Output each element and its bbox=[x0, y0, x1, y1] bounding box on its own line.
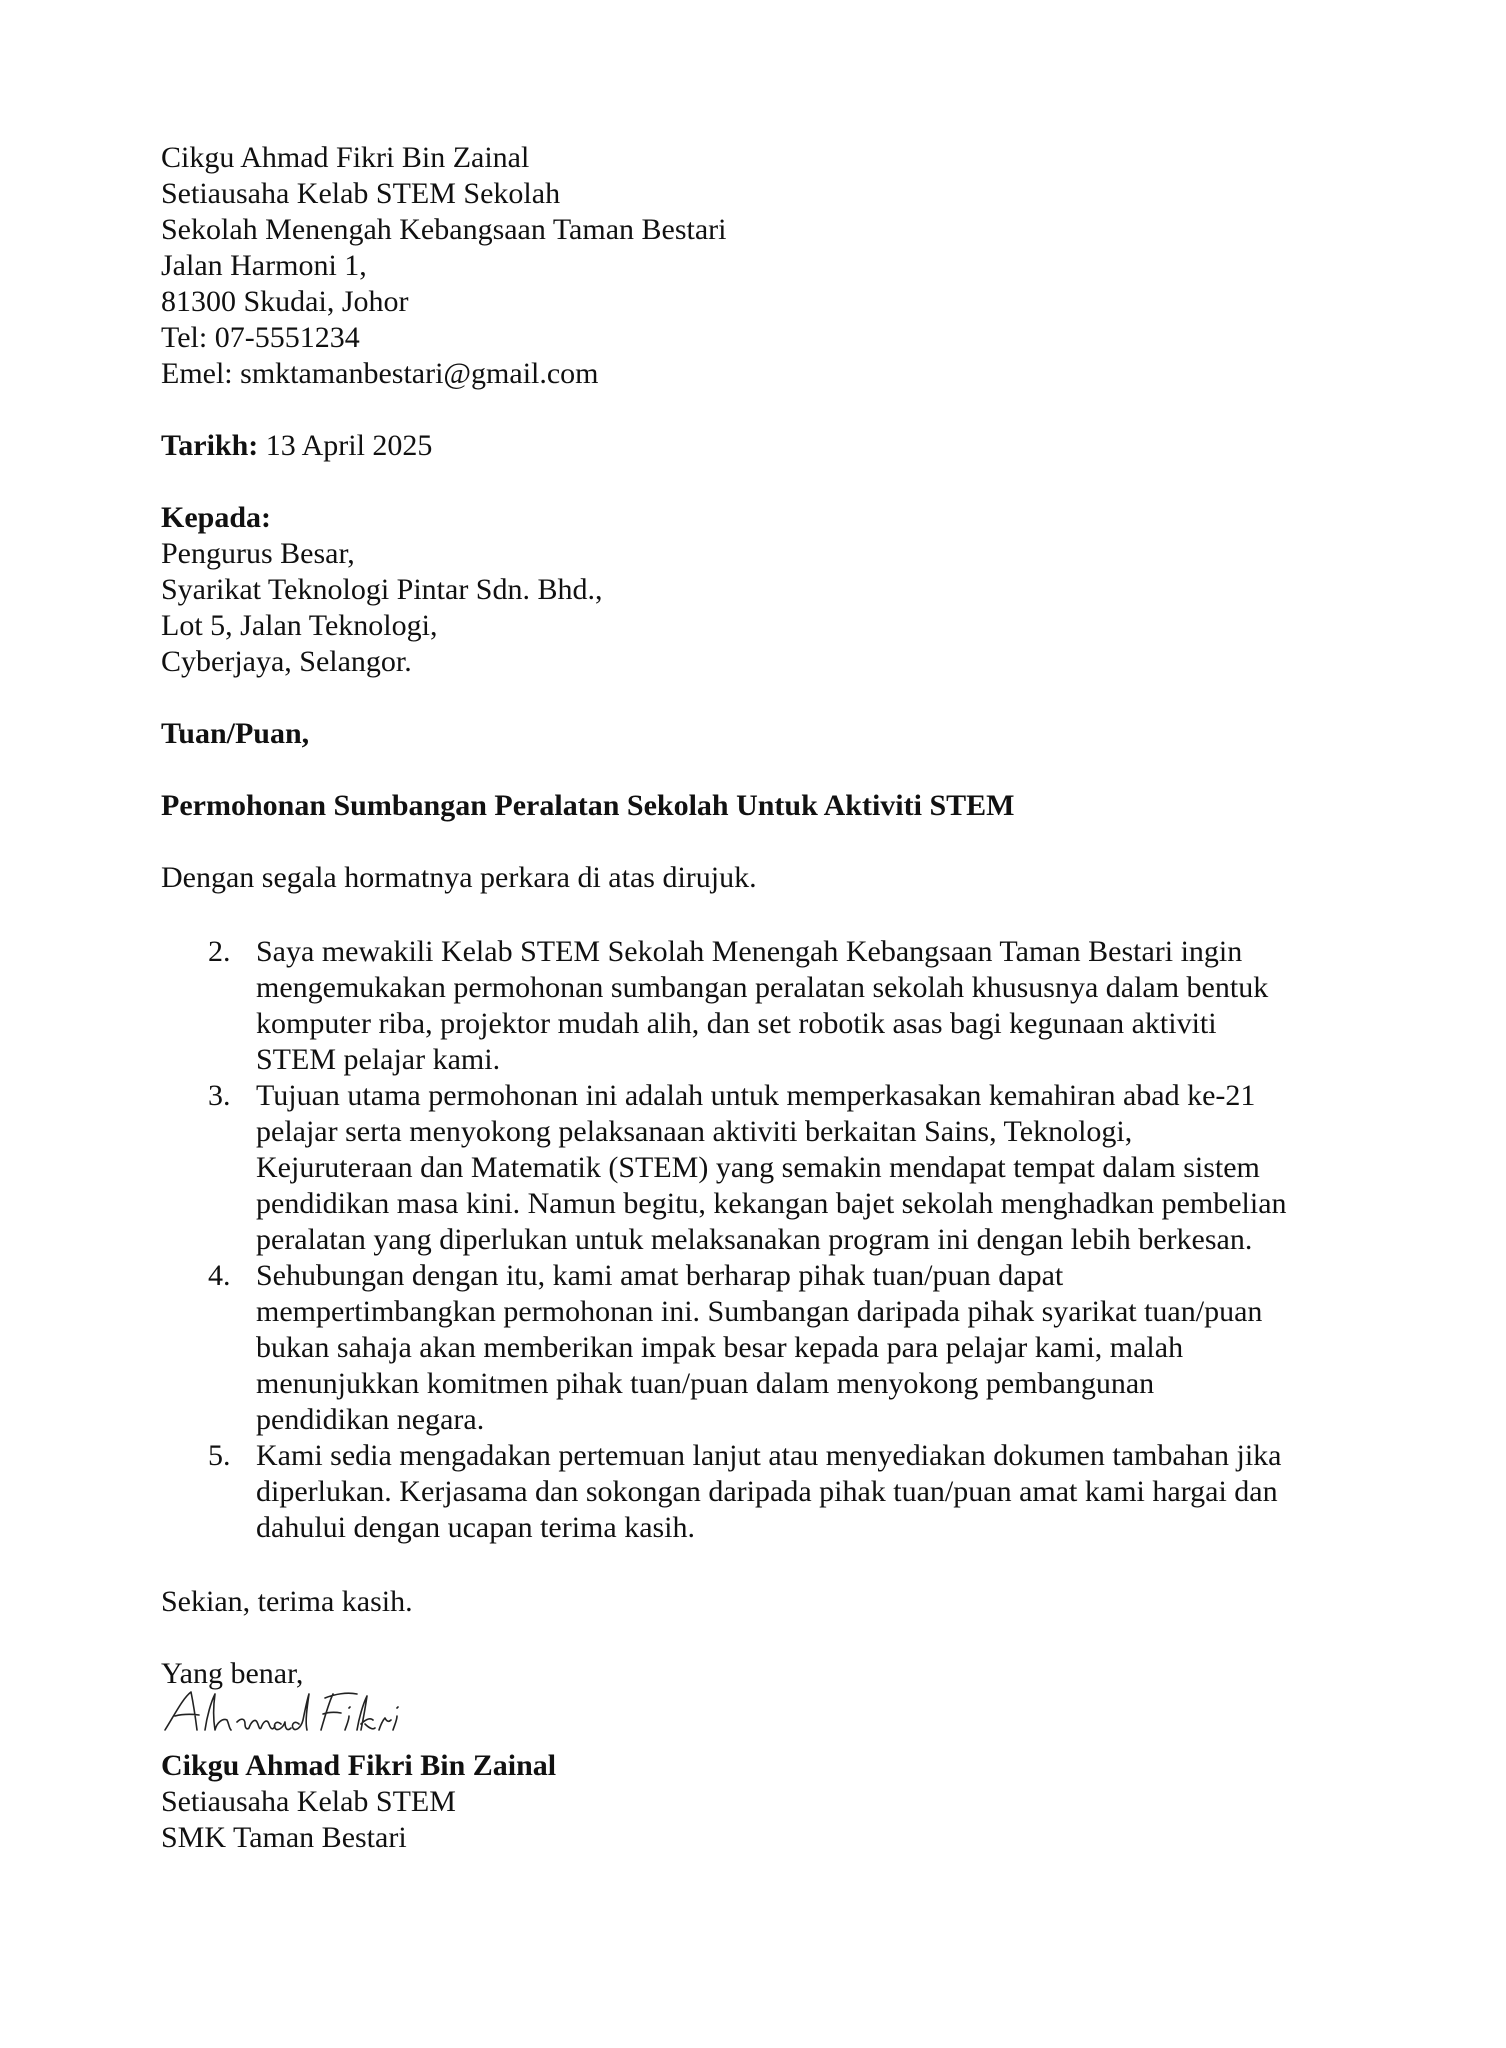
numbered-paragraphs bbox=[161, 934, 1361, 1546]
paragraph-text: Sehubungan dengan itu, kami amat berharap pihak tuan/puan dapat mempertimbangkan permohonan ini. Sumbangan daripada pihak syarikat tuan/puan bukan sahaja akan memberikan impak besar kepada para pelajar kami, malah menunjukkan komitmen pihak tuan/puan dalam menyokong pembangunan pendidikan negara. bbox=[256, 1259, 1263, 1436]
sender-address bbox=[161, 140, 1361, 392]
sender-line: Jalan Harmoni 1, bbox=[161, 249, 367, 282]
paragraph-text: Kami sedia mengadakan pertemuan lanjut atau menyediakan dokumen tambahan jika diperlukan. Kerjasama dan sokongan daripada pihak tuan/puan amat kami hargai dan dahului dengan ucapan terima kasih. bbox=[256, 1439, 1282, 1544]
letter-date bbox=[161, 428, 1361, 464]
salutation: Tuan/Puan, bbox=[161, 717, 310, 750]
sender-line: Cikgu Ahmad Fikri Bin Zainal bbox=[161, 141, 530, 174]
recipient-address bbox=[161, 500, 1361, 680]
date-value: 13 April 2025 bbox=[265, 429, 433, 462]
paragraph-number: 2. bbox=[208, 935, 231, 968]
opening-line: Dengan segala hormatnya perkara di atas dirujuk. bbox=[161, 861, 757, 894]
paragraph-number: 5. bbox=[208, 1439, 231, 1472]
subject-line: Permohonan Sumbangan Peralatan Sekolah Untuk Aktiviti STEM bbox=[161, 789, 1015, 822]
recipient-line: Pengurus Besar, bbox=[161, 537, 355, 570]
paragraph-number: 4. bbox=[208, 1259, 231, 1292]
list-item bbox=[161, 934, 1361, 1078]
paragraph-text: Tujuan utama permohonan ini adalah untuk memperkasakan kemahiran abad ke-21 pelajar serta menyokong pelaksanaan aktiviti berkaitan Sains, Teknologi, Kejuruteraan dan Matematik (STEM) yang semakin mendapat tempat dalam sistem pendidikan masa kini. Namun begitu, kekangan bajet sekolah menghadkan pembelian peralatan yang diperlukan untuk melaksanakan program ini dengan lebih berkesan. bbox=[256, 1079, 1287, 1256]
recipient-label: Kepada: bbox=[161, 501, 272, 534]
sender-line: 81300 Skudai, Johor bbox=[161, 285, 409, 318]
list-item bbox=[161, 1258, 1361, 1438]
handwritten-signature bbox=[161, 1690, 1361, 1738]
signer-block bbox=[161, 1748, 1361, 1856]
signer-title: Setiausaha Kelab STEM bbox=[161, 1785, 456, 1818]
signature-icon bbox=[161, 1684, 401, 1744]
list-item bbox=[161, 1438, 1361, 1546]
signer-name: Cikgu Ahmad Fikri Bin Zainal bbox=[161, 1749, 557, 1782]
sender-line: Emel: smktamanbestari@gmail.com bbox=[161, 357, 599, 390]
sender-line: Tel: 07-5551234 bbox=[161, 321, 360, 354]
sender-line: Setiausaha Kelab STEM Sekolah bbox=[161, 177, 561, 210]
closing-line: Sekian, terima kasih. bbox=[161, 1585, 413, 1618]
letter-body bbox=[161, 140, 1361, 1856]
paragraph-text: Saya mewakili Kelab STEM Sekolah Menengah Kebangsaan Taman Bestari ingin mengemukakan permohonan sumbangan peralatan sekolah khususnya dalam bentuk komputer riba, projektor mudah alih, dan set robotik asas bagi kegunaan aktiviti STEM pelajar kami. bbox=[256, 935, 1269, 1076]
signer-school: SMK Taman Bestari bbox=[161, 1821, 407, 1854]
sender-line: Sekolah Menengah Kebangsaan Taman Bestari bbox=[161, 213, 727, 246]
recipient-line: Cyberjaya, Selangor. bbox=[161, 645, 412, 678]
recipient-line: Lot 5, Jalan Teknologi, bbox=[161, 609, 438, 642]
list-item bbox=[161, 1078, 1361, 1258]
recipient-line: Syarikat Teknologi Pintar Sdn. Bhd., bbox=[161, 573, 603, 606]
sign-off: Yang benar, bbox=[161, 1657, 304, 1690]
date-label: Tarikh: bbox=[161, 429, 259, 462]
paragraph-number: 3. bbox=[208, 1079, 231, 1112]
